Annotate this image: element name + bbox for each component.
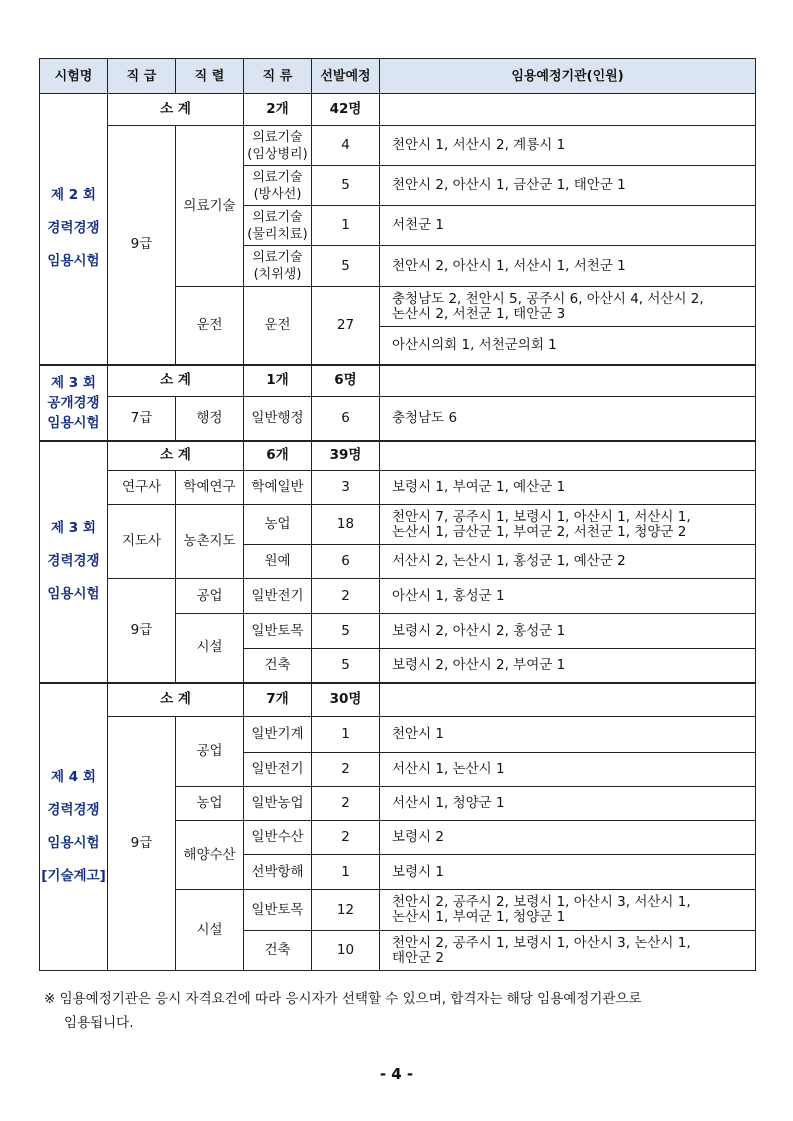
- category-cell: 일반토목: [244, 890, 312, 931]
- series-cell: 공업: [176, 717, 244, 787]
- subtotal-label: 소 계: [108, 441, 244, 471]
- series-cell: 의료기술: [176, 126, 244, 287]
- planned-cell: 12: [312, 890, 380, 931]
- category-cell: 일반수산: [244, 821, 312, 855]
- category-cell: 의료기술 (방사선): [244, 166, 312, 206]
- planned-cell: 1: [312, 855, 380, 890]
- series-cell: 해양수산: [176, 821, 244, 890]
- planned-cell: 5: [312, 649, 380, 683]
- planned-cell: 5: [312, 614, 380, 649]
- orgs-cell: 천안시 2, 아산시 1, 금산군 1, 태안군 1: [380, 166, 756, 206]
- category-cell: 일반농업: [244, 787, 312, 821]
- series-cell: 행정: [176, 397, 244, 441]
- subtotal-count: 1개: [244, 365, 312, 397]
- subtotal-count: 2개: [244, 94, 312, 126]
- subtotal-people: 30명: [312, 683, 380, 717]
- planned-cell: 2: [312, 753, 380, 787]
- category-cell: 운전: [244, 287, 312, 365]
- subtotal-count: 6개: [244, 441, 312, 471]
- grade-cell: 7급: [108, 397, 176, 441]
- subtotal-people: 6명: [312, 365, 380, 397]
- subtotal-label: 소 계: [108, 94, 244, 126]
- orgs-cell: 보령시 2: [380, 821, 756, 855]
- exam-name-2: 제 2 회 경력경쟁 임용시험: [40, 94, 108, 365]
- footnote-line-1: ※ 임용예정기관은 응시 자격요건에 따라 응시자가 선택할 수 있으며, 합격자는 해당 임용예정기관으로: [44, 991, 642, 1007]
- grade-cell: 9급: [108, 579, 176, 683]
- orgs-cell: 보령시 1: [380, 855, 756, 890]
- table-row: [40, 505, 756, 545]
- table-row: [40, 579, 756, 614]
- orgs-cell: 천안시 2, 공주시 1, 보령시 1, 아산시 3, 논산시 1, 태안군 2: [380, 931, 756, 971]
- recruitment-table: [39, 58, 756, 971]
- planned-cell: 3: [312, 471, 380, 505]
- subtotal-people: 39명: [312, 441, 380, 471]
- exam-name-4: 제 4 회 경력경쟁 임용시험 [기술계고]: [40, 683, 108, 971]
- header-planned: 선발예정: [312, 59, 380, 94]
- series-cell: 공업: [176, 579, 244, 614]
- table-row: [40, 683, 756, 717]
- category-cell: 건축: [244, 649, 312, 683]
- header-category: 직 류: [244, 59, 312, 94]
- planned-cell: 1: [312, 206, 380, 246]
- orgs-cell: 보령시 1, 부여군 1, 예산군 1: [380, 471, 756, 505]
- category-cell: 일반행정: [244, 397, 312, 441]
- series-cell: 시설: [176, 890, 244, 971]
- planned-cell: 10: [312, 931, 380, 971]
- subtotal-label: 소 계: [108, 365, 244, 397]
- footnote-line-2: 임용됩니다.: [64, 1015, 134, 1031]
- category-cell: 일반토목: [244, 614, 312, 649]
- category-cell: 의료기술 (임상병리): [244, 126, 312, 166]
- planned-cell: 5: [312, 166, 380, 206]
- series-cell: 농촌지도: [176, 505, 244, 579]
- grade-cell: 9급: [108, 126, 176, 365]
- planned-cell: 2: [312, 579, 380, 614]
- orgs-cell: 서천군 1: [380, 206, 756, 246]
- category-cell: 건축: [244, 931, 312, 971]
- orgs-cell: 천안시 1, 서산시 2, 계룡시 1: [380, 126, 756, 166]
- planned-cell: 18: [312, 505, 380, 545]
- category-cell: 일반전기: [244, 579, 312, 614]
- category-cell: 선박항해: [244, 855, 312, 890]
- orgs-cell: 서산시 1, 청양군 1: [380, 787, 756, 821]
- grade-cell: 연구사: [108, 471, 176, 505]
- category-cell: 일반기계: [244, 717, 312, 753]
- grade-cell: 9급: [108, 717, 176, 971]
- grade-cell: 지도사: [108, 505, 176, 579]
- subtotal-count: 7개: [244, 683, 312, 717]
- orgs-cell: 충청남도 6: [380, 397, 756, 441]
- planned-cell: 1: [312, 717, 380, 753]
- orgs-cell: 아산시 1, 홍성군 1: [380, 579, 756, 614]
- subtotal-orgs: [380, 94, 756, 126]
- planned-cell: 6: [312, 545, 380, 579]
- table-row: [40, 126, 756, 166]
- category-cell: 의료기술 (치위생): [244, 246, 312, 287]
- orgs-cell: 서산시 1, 논산시 1: [380, 753, 756, 787]
- category-cell: 의료기술 (물리치료): [244, 206, 312, 246]
- table-row: [40, 94, 756, 126]
- header-series: 직 렬: [176, 59, 244, 94]
- orgs-cell: 보령시 2, 아산시 2, 홍성군 1: [380, 614, 756, 649]
- exam-name-3-open: 제 3 회 공개경쟁 임용시험: [40, 365, 108, 441]
- category-cell: 원예: [244, 545, 312, 579]
- category-cell: 일반전기: [244, 753, 312, 787]
- footnote: [44, 987, 754, 1035]
- orgs-cell: 충청남도 2, 천안시 5, 공주시 6, 아산시 4, 서산시 2, 논산시 2, 서천군 1, 태안군 3: [380, 287, 756, 327]
- series-cell: 시설: [176, 614, 244, 683]
- orgs-cell: 천안시 2, 공주시 2, 보령시 1, 아산시 3, 서산시 1, 논산시 1, 부여군 1, 청양군 1: [380, 890, 756, 931]
- category-cell: 학예일반: [244, 471, 312, 505]
- orgs-cell: 아산시의회 1, 서천군의회 1: [380, 327, 756, 365]
- series-cell: 학예연구: [176, 471, 244, 505]
- orgs-cell: 천안시 7, 공주시 1, 보령시 1, 아산시 1, 서산시 1, 논산시 1, 금산군 1, 부여군 2, 서천군 1, 청양군 2: [380, 505, 756, 545]
- category-cell: 농업: [244, 505, 312, 545]
- table-row: [40, 441, 756, 471]
- orgs-cell: 서산시 2, 논산시 1, 홍성군 1, 예산군 2: [380, 545, 756, 579]
- series-cell: 농업: [176, 787, 244, 821]
- planned-cell: 5: [312, 246, 380, 287]
- header-exam: 시험명: [40, 59, 108, 94]
- table-row: [40, 471, 756, 505]
- planned-cell: 27: [312, 287, 380, 365]
- subtotal-orgs: [380, 441, 756, 471]
- subtotal-orgs: [380, 365, 756, 397]
- planned-cell: 4: [312, 126, 380, 166]
- subtotal-label: 소 계: [108, 683, 244, 717]
- orgs-cell: 천안시 1: [380, 717, 756, 753]
- exam-name-3-career: 제 3 회 경력경쟁 임용시험: [40, 441, 108, 683]
- planned-cell: 6: [312, 397, 380, 441]
- header-grade: 직 급: [108, 59, 176, 94]
- subtotal-people: 42명: [312, 94, 380, 126]
- orgs-cell: 천안시 2, 아산시 1, 서산시 1, 서천군 1: [380, 246, 756, 287]
- table-header: [40, 59, 756, 94]
- table-row: [40, 397, 756, 441]
- series-cell: 운전: [176, 287, 244, 365]
- planned-cell: 2: [312, 821, 380, 855]
- page-number: - 4 -: [379, 1065, 414, 1083]
- table-row: [40, 717, 756, 753]
- subtotal-orgs: [380, 683, 756, 717]
- orgs-cell: 보령시 2, 아산시 2, 부여군 1: [380, 649, 756, 683]
- header-agencies: 임용예정기관(인원): [380, 59, 756, 94]
- table-row: [40, 365, 756, 397]
- planned-cell: 2: [312, 787, 380, 821]
